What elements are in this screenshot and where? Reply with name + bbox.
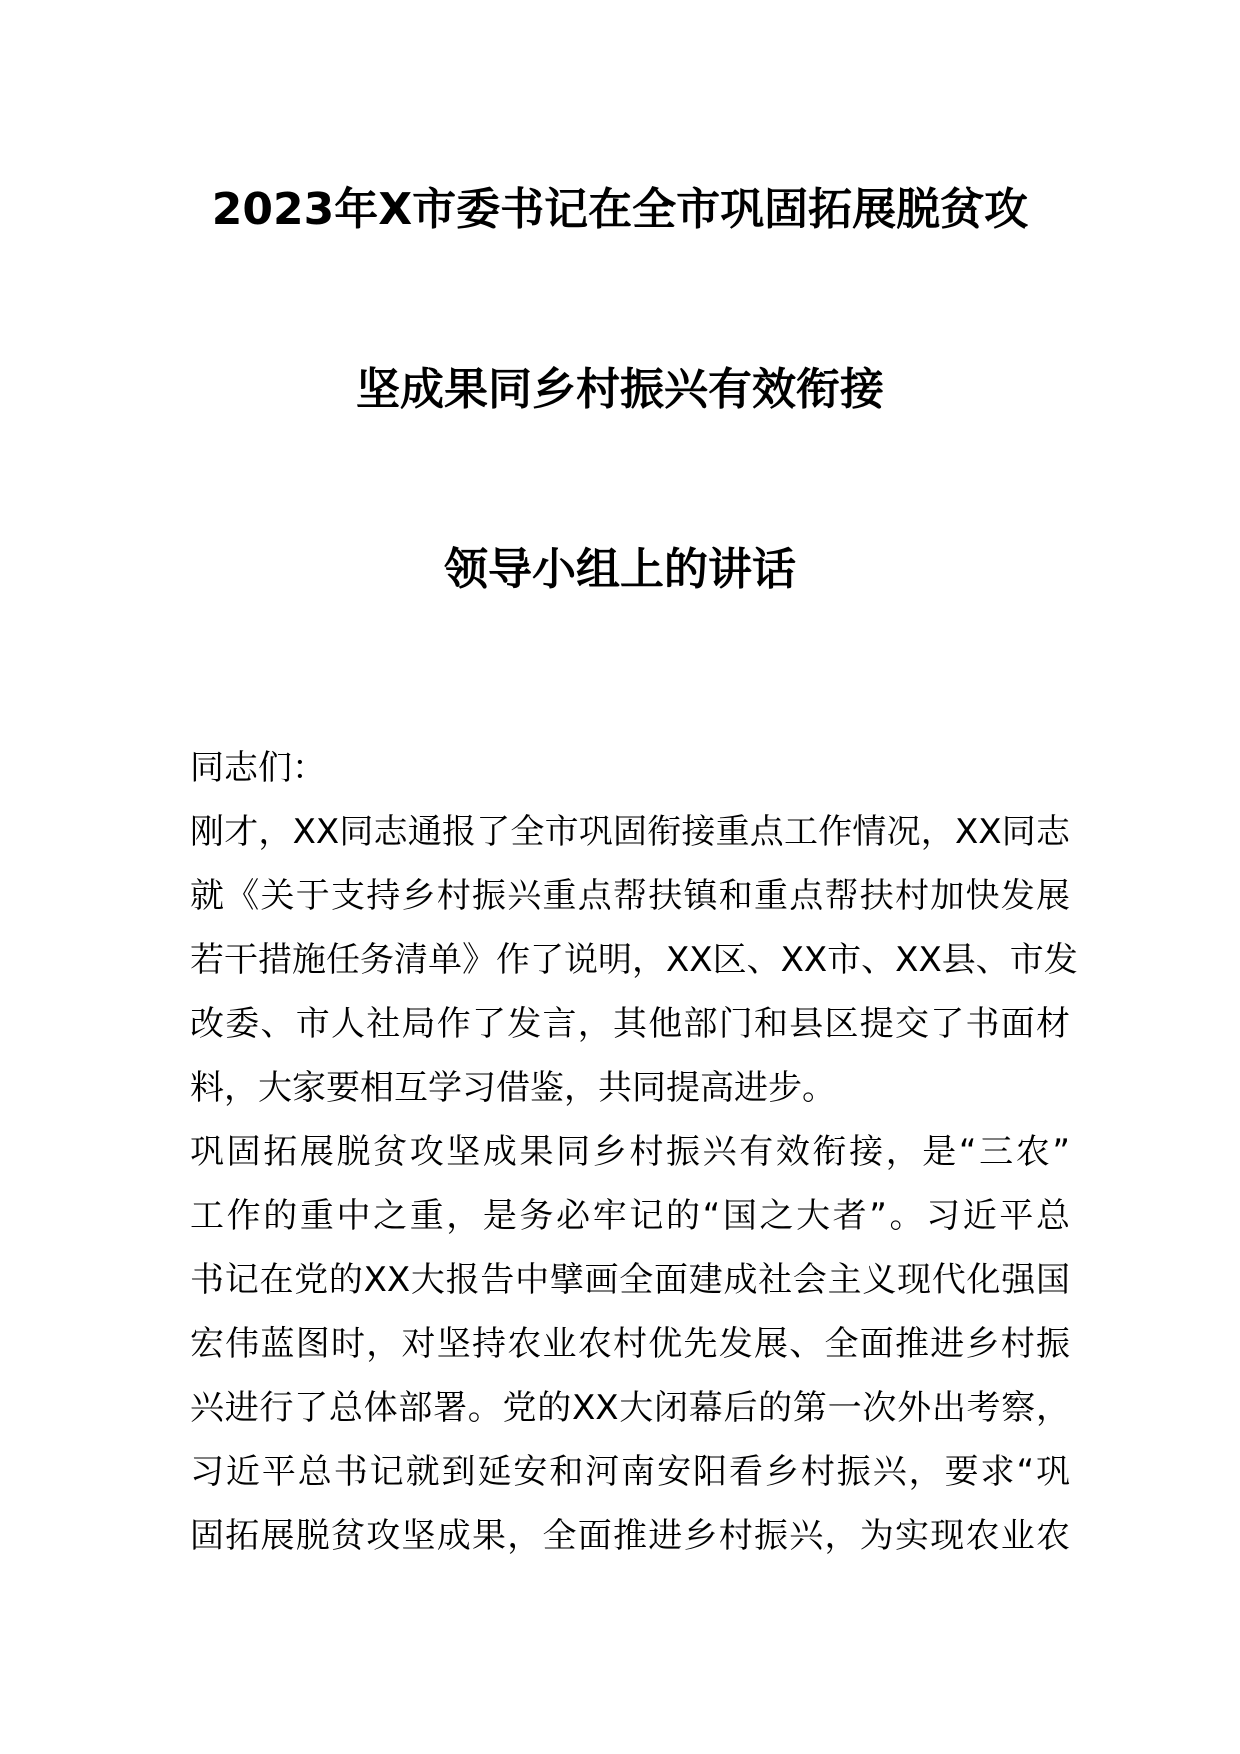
body-line: 料，大家要相互学习借鉴，共同提高进步。 xyxy=(190,1068,836,1108)
body-line: 宏伟蓝图时，对坚持农业农村优先发展、全面推进乡村振 xyxy=(190,1324,1070,1364)
body-line: 巩固拓展脱贫攻坚成果同乡村振兴有效衔接，是“三农” xyxy=(190,1132,1070,1172)
body-line: 工作的重中之重，是务必牢记的“国之大者”。习近平总 xyxy=(190,1196,1070,1236)
body-line: 若干措施任务清单》作了说明，XX区、XX市、XX县、市发 xyxy=(190,940,1078,980)
salutation: 同志们： xyxy=(190,748,326,788)
body-line: 就《关于支持乡村振兴重点帮扶镇和重点帮扶村加快发展 xyxy=(190,876,1070,916)
body-line: 书记在党的XX大报告中擘画全面建成社会主义现代化强国 xyxy=(190,1260,1070,1300)
title-line-2: 坚成果同乡村振兴有效衔接 xyxy=(356,364,884,415)
speech-body xyxy=(190,736,1078,1568)
body-line: 固拓展脱贫攻坚成果，全面推进乡村振兴，为实现农业农 xyxy=(190,1516,1070,1556)
body-line: 兴进行了总体部署。党的XX大闭幕后的第一次外出考察， xyxy=(190,1388,1070,1428)
title-line-1: 2023年X市委书记在全市巩固拓展脱贫攻 xyxy=(211,184,1029,235)
body-line: 刚才，XX同志通报了全市巩固衔接重点工作情况，XX同志 xyxy=(190,812,1070,852)
body-line: 习近平总书记就到延安和河南安阳看乡村振兴，要求“巩 xyxy=(190,1452,1070,1492)
body-line: 改委、市人社局作了发言，其他部门和县区提交了书面材 xyxy=(190,1004,1070,1044)
title-line-3: 领导小组上的讲话 xyxy=(444,544,796,595)
